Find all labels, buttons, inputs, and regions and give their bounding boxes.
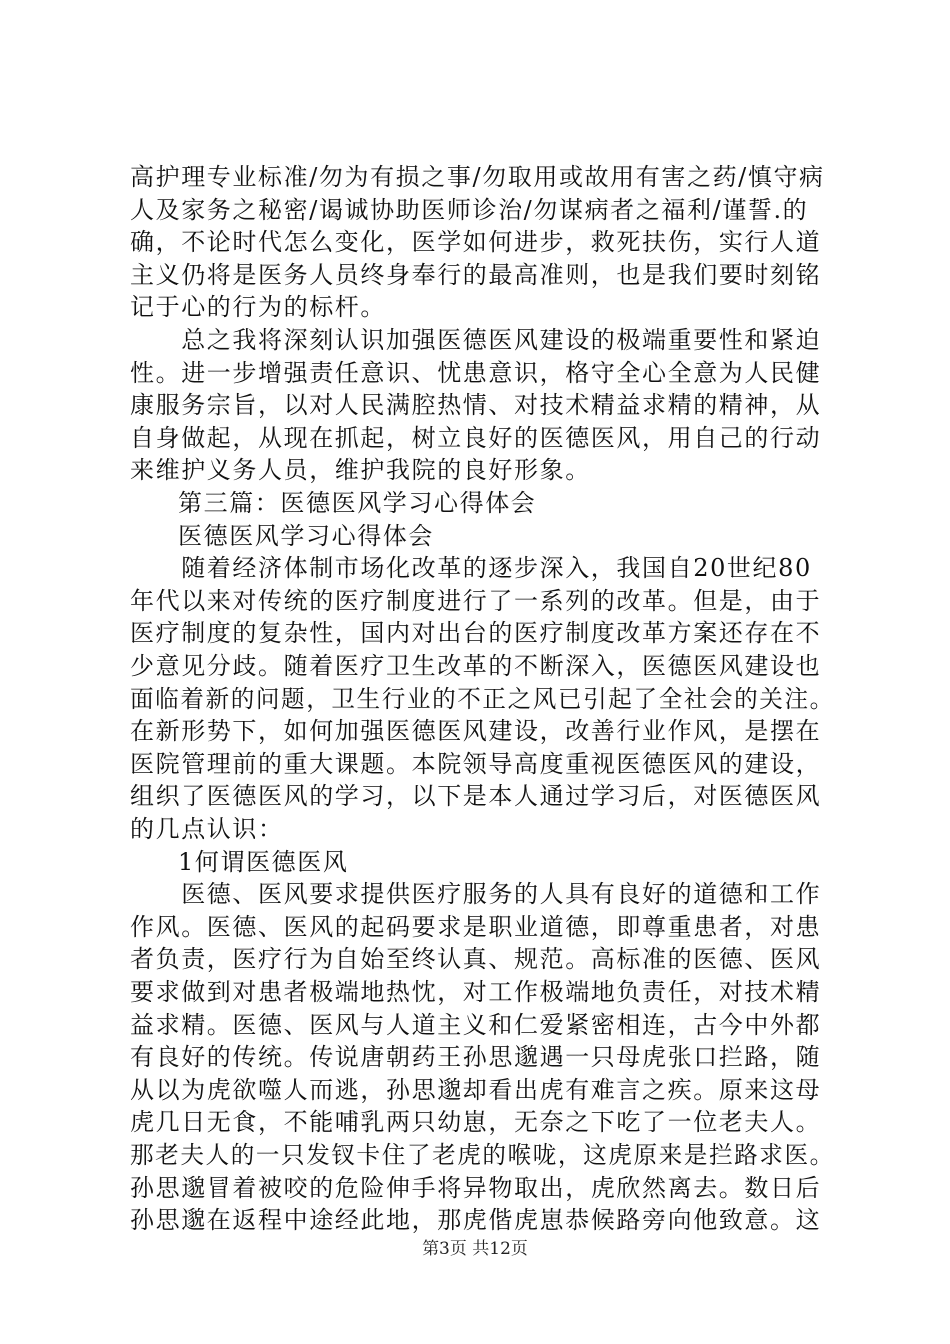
text-line: 高护理专业标准/勿为有损之事/勿取用或故用有害之药/慎守病	[130, 163, 825, 191]
section-heading: 第三篇：医德医风学习心得体会	[178, 489, 537, 517]
text-line: 医院管理前的重大课题。本院领导高度重视医德医风的建设，	[130, 749, 822, 778]
subsection-heading: 1何谓医德医风	[178, 847, 349, 876]
text-line: 记于心的行为的标杆。	[130, 293, 386, 322]
text-line: 作风。医德、医风的起码要求是职业道德，即尊重患者，对患	[130, 912, 822, 941]
text-line: 面临着新的问题，卫生行业的不正之风已引起了全社会的关注。	[130, 684, 835, 713]
paragraph-start-line: 总之我将深刻认识加强医德医风建设的极端重要性和紧迫	[130, 326, 822, 354]
article-title: 医德医风学习心得体会	[178, 521, 434, 550]
text-line: 年代以来对传统的医疗制度进行了一系列的改革。但是，由于	[130, 586, 822, 615]
paragraph-start-line: 医德、医风要求提供医疗服务的人具有良好的道德和工作	[130, 880, 822, 909]
paragraph-start-line: 随着经济体制市场化改革的逐步深入，我国自20世纪80	[130, 554, 812, 583]
text-line: 虎几日无食，不能哺乳两只幼崽，无奈之下吃了一位老夫人。	[130, 1108, 822, 1137]
text-line: 者负责，医疗行为自始至终认真、规范。高标准的医德、医风	[130, 945, 822, 974]
text-line: 有良好的传统。传说唐朝药王孙思邈遇一只母虎张口拦路，随	[130, 1043, 822, 1072]
text-line: 在新形势下，如何加强医德医风建设，改善行业作风，是摆在	[130, 717, 822, 746]
text-line: 少意见分歧。随着医疗卫生改革的不断深入，医德医风建设也	[130, 652, 822, 680]
text-line: 人及家务之秘密/谒诚协助医师诊治/勿谋病者之福利/谨誓.的	[130, 195, 809, 224]
text-line: 那老夫人的一只发钗卡住了老虎的喉咙，这虎原来是拦路求医。	[130, 1141, 835, 1169]
text-line: 孙思邈在返程中途经此地，那虎偕虎崽恭候路旁向他致意。这	[130, 1206, 822, 1235]
text-line: 医疗制度的复杂性，国内对出台的医疗制度改革方案还存在不	[130, 619, 822, 648]
text-line: 自身做起，从现在抓起，树立良好的医德医风，用自己的行动	[130, 423, 822, 452]
text-line: 性。进一步增强责任意识、忧患意识，格守全心全意为人民健	[130, 358, 822, 387]
text-line: 从以为虎欲噬人而逃，孙思邈却看出虎有难言之疾。原来这母	[130, 1075, 822, 1104]
text-line: 确，不论时代怎么变化，医学如何进步，救死扶伤，实行人道	[130, 228, 822, 257]
text-line: 康服务宗旨，以对人民满腔热情、对技术精益求精的精神，从	[130, 391, 822, 420]
text-line: 益求精。医德、医风与人道主义和仁爱紧密相连，古今中外都	[130, 1010, 822, 1039]
text-line: 来维护义务人员，维护我院的良好形象。	[130, 456, 591, 485]
text-line: 要求做到对患者极端地热忱，对工作极端地负责任，对技术精	[130, 978, 822, 1006]
text-line: 的几点认识：	[130, 815, 284, 843]
text-line: 主义仍将是医务人员终身奉行的最高准则，也是我们要时刻铭	[130, 260, 822, 289]
text-line: 组织了医德医风的学习，以下是本人通过学习后，对医德医风	[130, 782, 822, 811]
page-number-footer: 第3页 共12页	[422, 1239, 528, 1259]
text-line: 孙思邈冒着被咬的危险伸手将异物取出，虎欣然离去。数日后	[130, 1173, 822, 1202]
